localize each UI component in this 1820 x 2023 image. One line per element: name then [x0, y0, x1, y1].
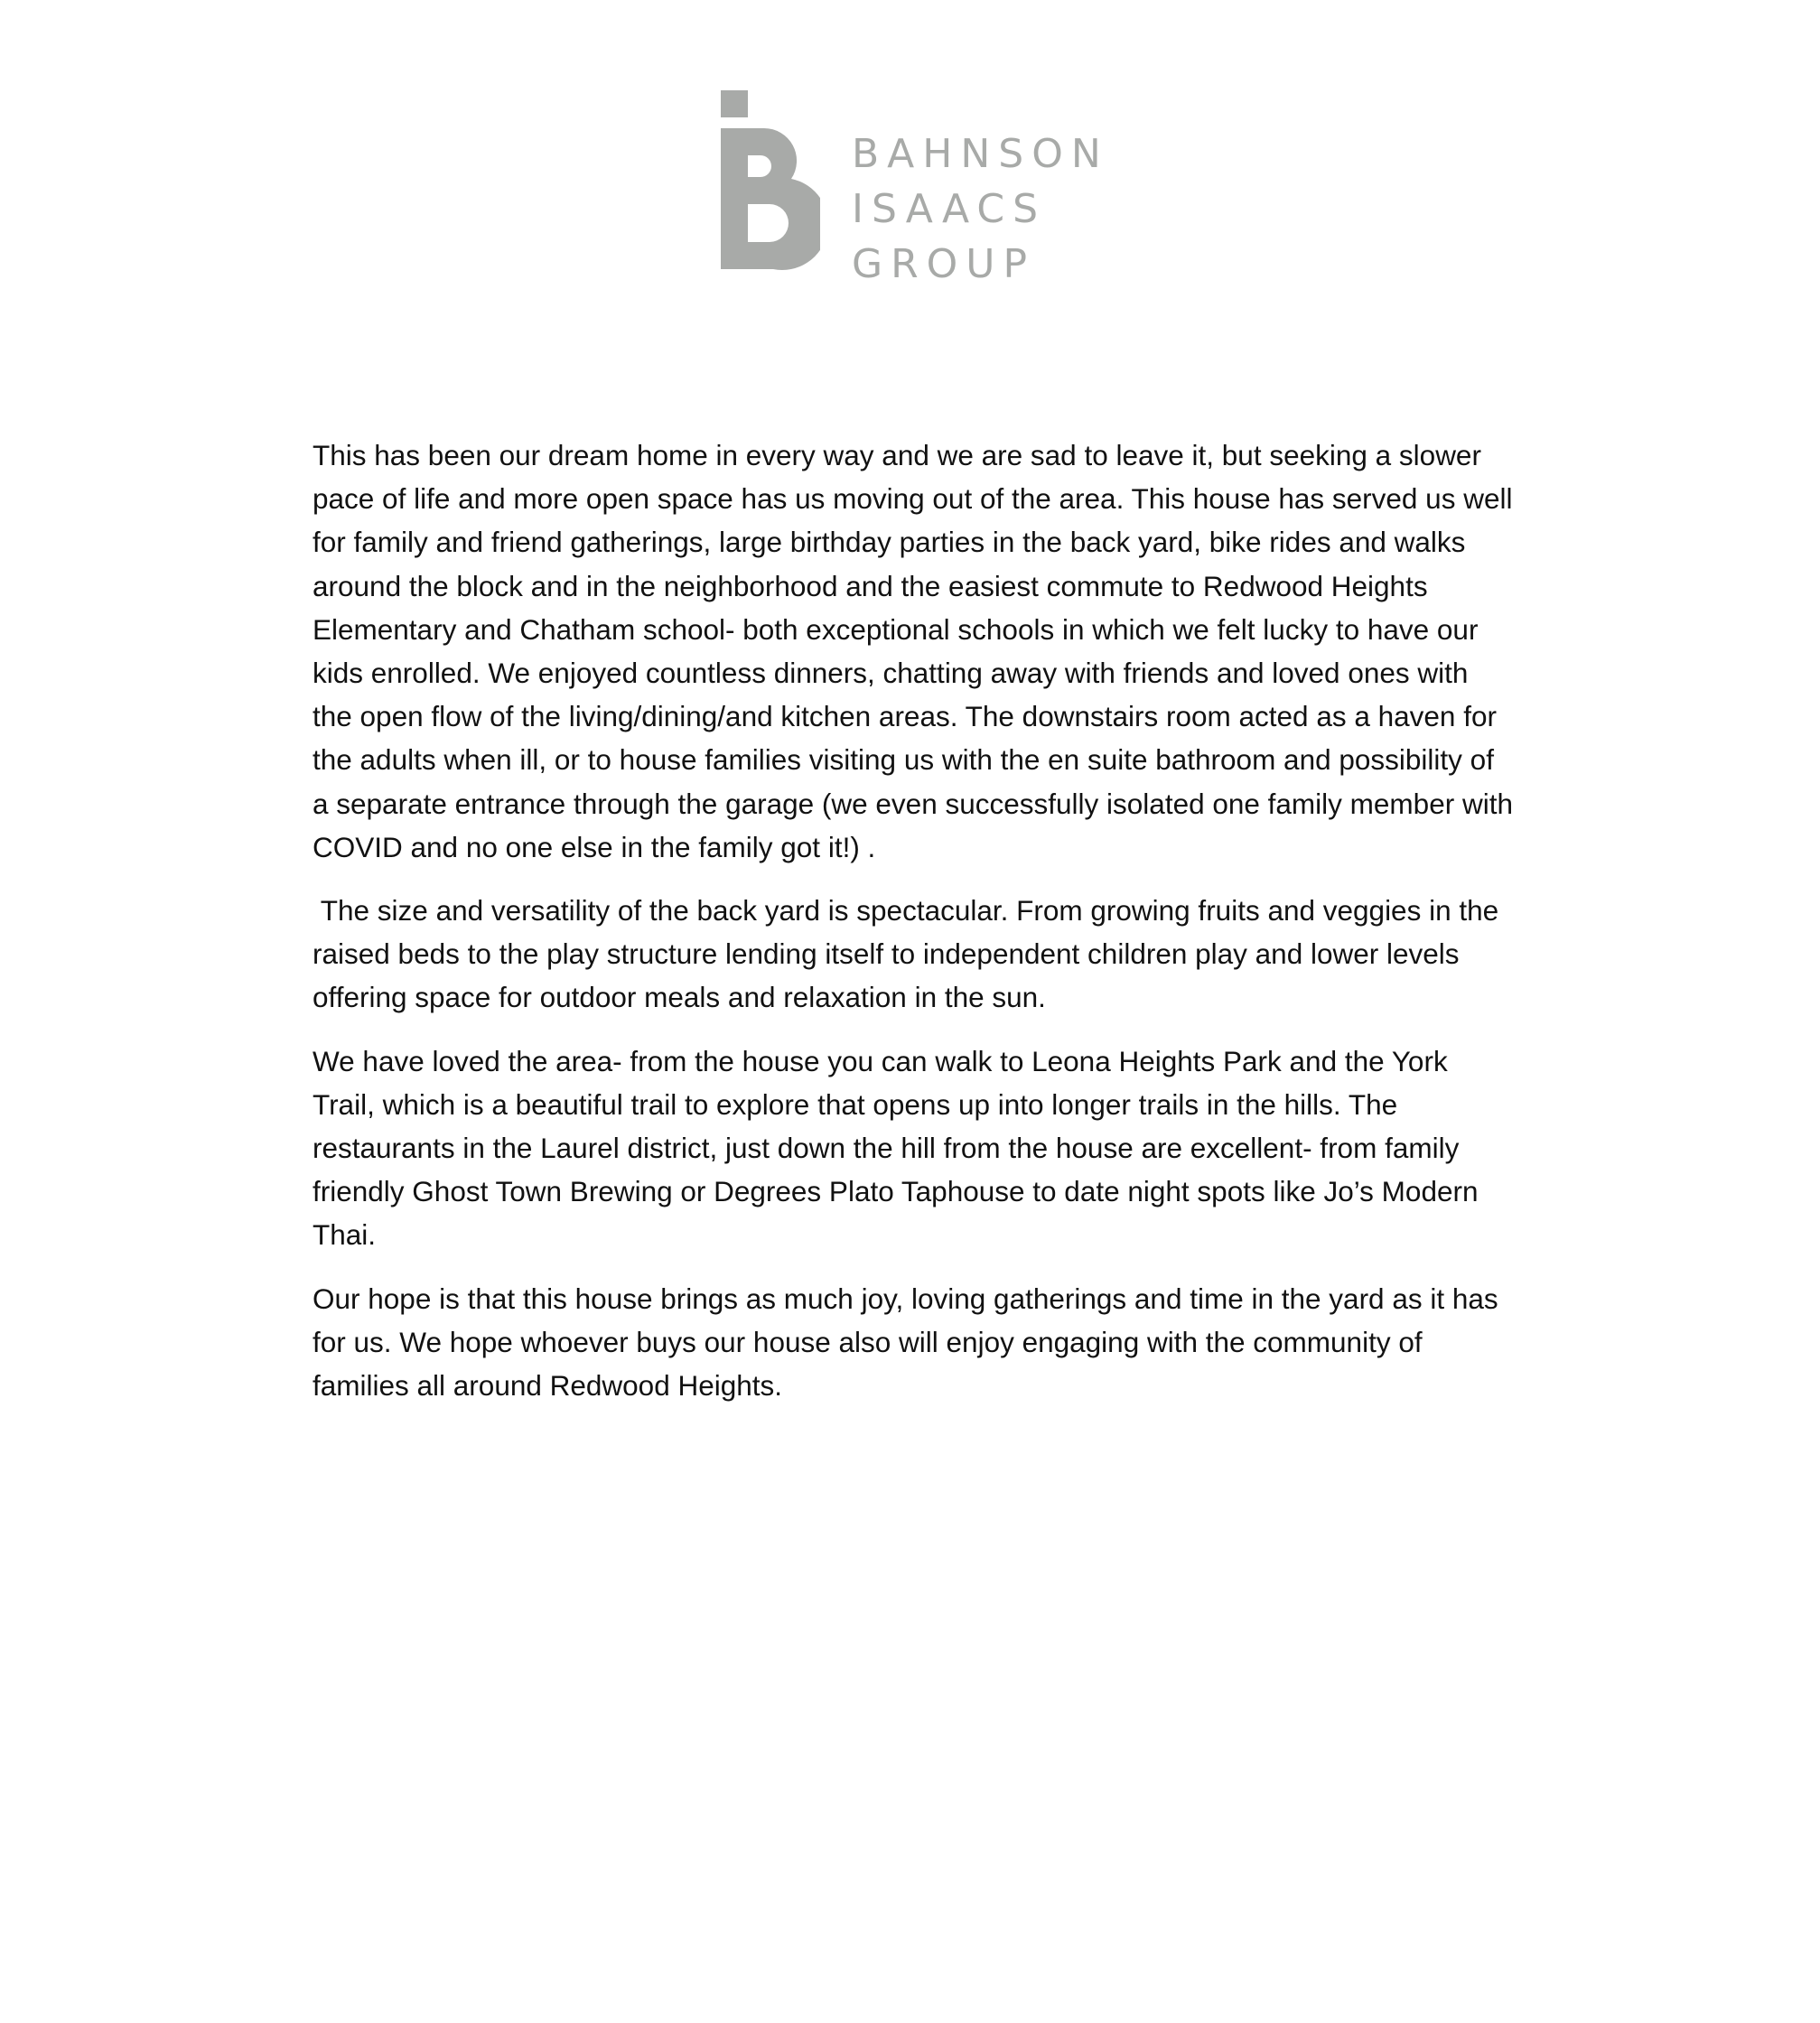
company-logo [721, 90, 1109, 287]
logo-line-group: GROUP [852, 241, 1036, 287]
company-name [852, 126, 1109, 292]
paragraph: Our hope is that this house brings as much joy, loving gatherings and time in the yard as it has for us. We hope whoever buys our house also will enjoy engaging with the community of families all around Redwood Heights. [313, 1282, 1498, 1403]
paragraph: We have loved the area- from the house you can walk to Leona Heights Park and the York Trail, which is a beautiful trail to explore that opens up into longer trails in the hills. The restaurants in the Laurel district, just down the hill from the house are excellent- from family friendly Ghost Town Brewing or Degrees Plato Taphouse to date night spots like Jo’s Modern Thai. [313, 1044, 1479, 1252]
paragraph: The size and versatility of the back yard is spectacular. From growing fruits and veggies in the raised beds to the play structure lending itself to independent children play and lower levels offering space for outdoor meals and relaxation in the sun. [313, 894, 1507, 1014]
letter-body [313, 434, 1514, 1427]
logo-line-bahnson: BAHNSON [852, 131, 1109, 177]
bi-monogram-icon [721, 90, 820, 275]
logo-line-isaacs: ISAACS [852, 186, 1047, 232]
paragraph: This has been our dream home in every way and we are sad to leave it, but seeking a slower pace of life and more open space has us moving out of the area. This house has served us well for family and friend gatherings, large birthday parties in the back yard, bike rides and walks around the block and in the neighborhood and the easiest commute to Redwood Heights Elementary and Chatham school- both exceptional schools in which we felt lucky to have our kids enrolled. We enjoyed countless dinners, chatting away with friends and loved ones with the open flow of the living/dining/and kitchen areas. The downstairs room acted as a haven for the adults when ill, or to house families visiting us with the en suite bathroom and possibility of a separate entrance through the garage (we even successfully isolated one family member with COVID and no one else in the family got it!) . [313, 439, 1513, 863]
